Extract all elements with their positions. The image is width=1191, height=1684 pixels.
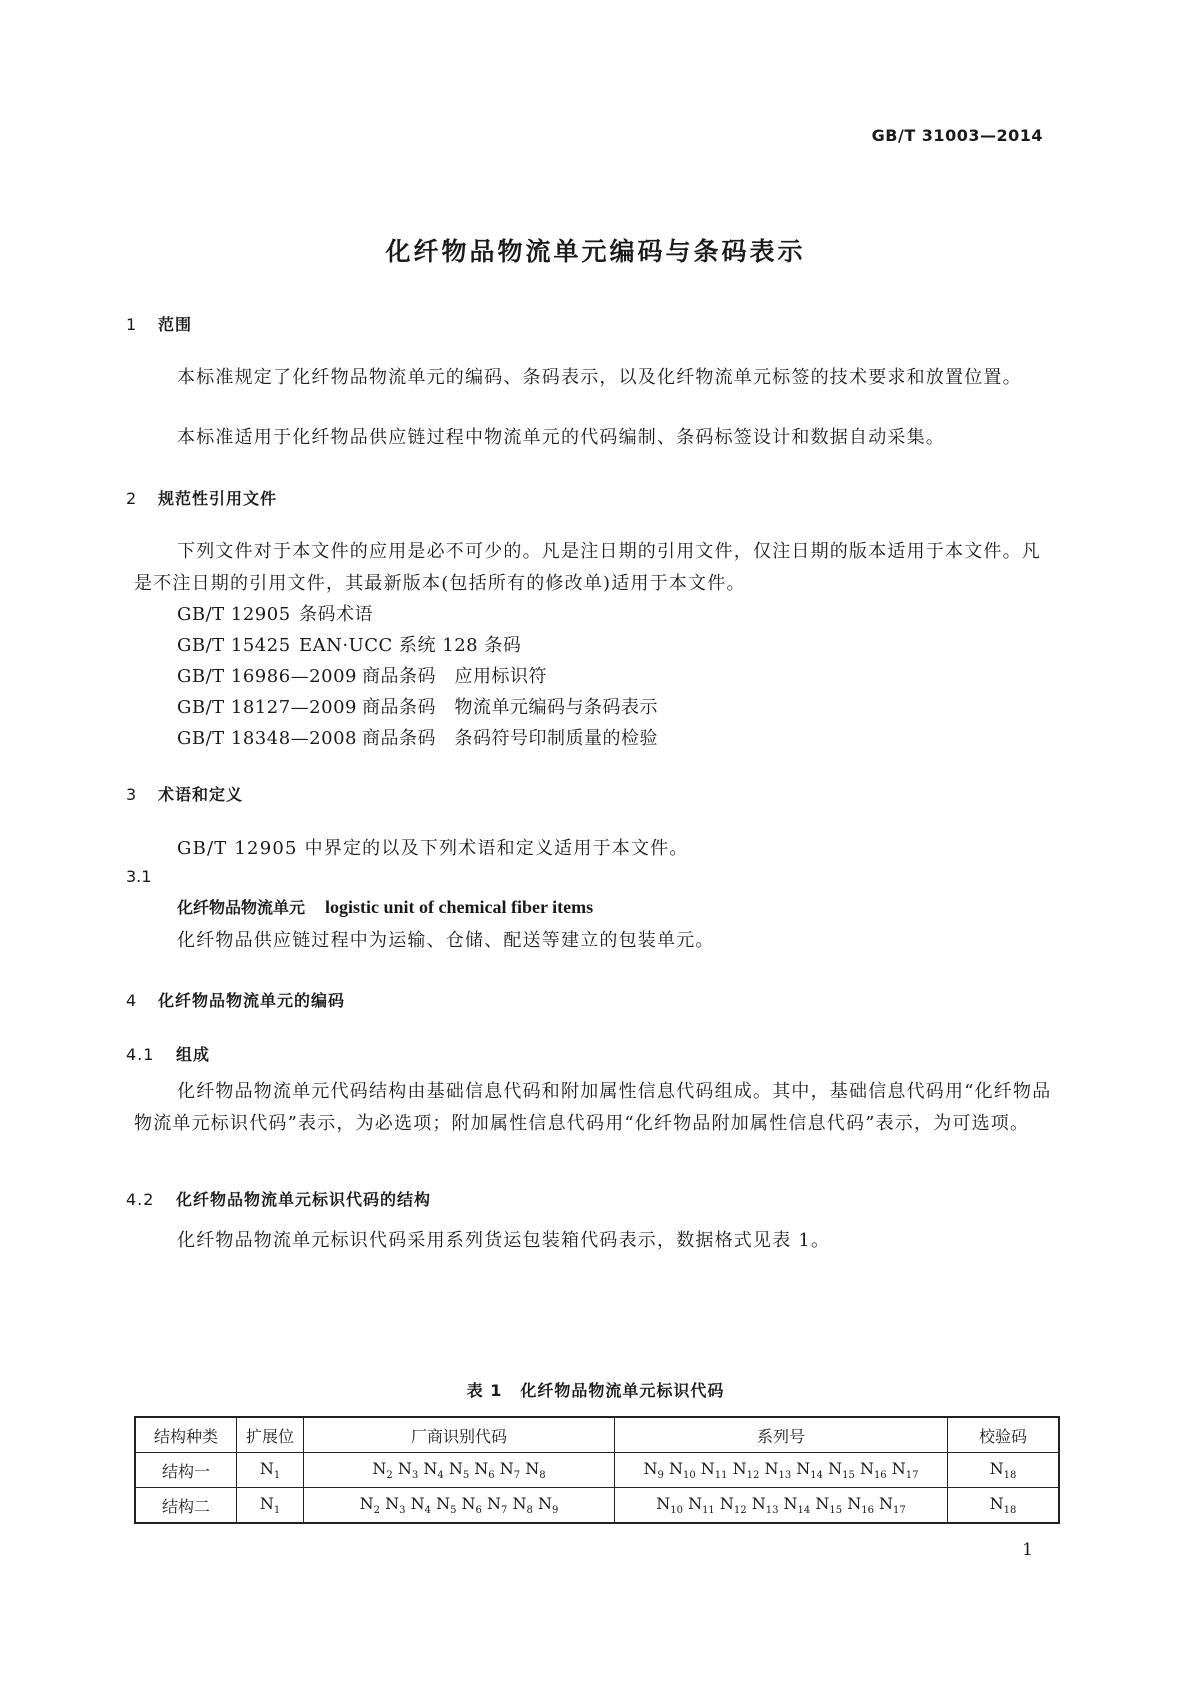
subsection-title: 化纤物品物流单元标识代码的结构: [176, 1190, 432, 1209]
reference-name: 商品条码 条码符号印制质量的检验: [362, 728, 658, 749]
table-cell: $N_2$ $N_3$ $N_4$ $N_5$ $N_6$ $N_7$ $N_8$: [304, 1453, 615, 1488]
section-3-heading: [126, 782, 243, 805]
term-english: logistic unit of chemical fiber items: [325, 897, 594, 917]
reference-item: [177, 724, 658, 750]
section-number: 4: [126, 991, 138, 1010]
section-title: 范围: [158, 315, 193, 334]
section-title: 化纤物品物流单元的编码: [158, 991, 346, 1010]
reference-item: [177, 631, 521, 657]
section-1-paragraph-1: 本标准规定了化纤物品物流单元的编码、条码表示，以及化纤物流单元标签的技术要求和放置位置。: [177, 367, 1022, 388]
table-cell: $N_{18}$: [948, 1453, 1060, 1488]
table-header-cell: 扩展位: [237, 1417, 304, 1453]
table-cell: $N_{10}$ $N_{11}$ $N_{12}$ $N_{13}$ $N_{14}$ $N_{15}$ $N_{16}$ $N_{17}$: [615, 1488, 948, 1524]
table-1: [134, 1416, 1060, 1524]
section-number: 1: [126, 315, 138, 334]
reference-code: GB/T 12905: [177, 604, 291, 625]
section-number: 2: [126, 489, 138, 508]
table-cell: 结构一: [135, 1453, 237, 1488]
table-cell: $N_{18}$: [948, 1488, 1060, 1524]
reference-code: GB/T 15425: [177, 635, 291, 656]
section-2-heading: [126, 486, 277, 509]
subsection-title: 组成: [176, 1045, 211, 1064]
section-title: 规范性引用文件: [158, 489, 278, 508]
section-title: 术语和定义: [158, 785, 244, 804]
table-cell: $N_1$: [237, 1453, 304, 1488]
table-caption: [0, 1378, 1191, 1401]
table-cell: 结构二: [135, 1488, 237, 1524]
table-row: [135, 1453, 1059, 1488]
section-3-paragraph-1: GB/T 12905 中界定的以及下列术语和定义适用于本文件。: [177, 838, 689, 859]
table-cell: $N_9$ $N_{10}$ $N_{11}$ $N_{12}$ $N_{13}$ $N_{14}$ $N_{15}$ $N_{16}$ $N_{17}$: [615, 1453, 948, 1488]
table-cell: $N_2$ $N_3$ $N_4$ $N_5$ $N_6$ $N_7$ $N_8$ $N_9$: [304, 1488, 615, 1524]
subsection-number: 4.1: [126, 1045, 155, 1064]
term-heading: [177, 895, 593, 918]
subsection-4-1-heading: [126, 1042, 210, 1065]
subsection-4-1-paragraph: 化纤物品物流单元代码结构由基础信息代码和附加属性信息代码组成。其中，基础信息代码用“化纤物品物流单元标识代码”表示，为必选项；附加属性信息代码用“化纤物品附加属性信息代码”表示，为可选项。: [134, 1081, 1052, 1134]
table-header-cell: 系列号: [615, 1417, 948, 1453]
table-header-cell: 厂商识别代码: [304, 1417, 615, 1453]
table-row: [135, 1488, 1059, 1524]
table-caption-title: 化纤物品物流单元标识代码: [520, 1381, 725, 1400]
reference-code: GB/T 18127—2009: [177, 697, 357, 718]
reference-name: 商品条码 物流单元编码与条码表示: [362, 697, 658, 718]
standard-number: GB/T 31003—2014: [871, 126, 1043, 145]
table-header-cell: 结构种类: [135, 1417, 237, 1453]
reference-name: 条码术语: [299, 604, 373, 625]
section-2-paragraph-1: 下列文件对于本文件的应用是必不可少的。凡是注日期的引用文件，仅注日期的版本适用于本文件。凡是不注日期的引用文件，其最新版本(包括所有的修改单)适用于本文件。: [134, 541, 1041, 594]
subsection-4-2-heading: [126, 1187, 431, 1210]
reference-item: [177, 600, 373, 626]
table-header-cell: 校验码: [948, 1417, 1060, 1453]
term-number: 3.1: [126, 867, 152, 886]
table-header-row: [135, 1417, 1059, 1453]
reference-name: EAN·UCC 系统 128 条码: [299, 635, 522, 656]
term-definition: 化纤物品供应链过程中为运输、仓储、配送等建立的包装单元。: [177, 930, 715, 951]
reference-code: GB/T 16986—2009: [177, 666, 357, 687]
document-title: 化纤物品物流单元编码与条码表示: [385, 237, 806, 266]
reference-name: 商品条码 应用标识符: [362, 666, 547, 687]
section-1-heading: [126, 312, 192, 335]
subsection-4-2-paragraph: 化纤物品物流单元标识代码采用系列货运包装箱代码表示，数据格式见表 1。: [177, 1230, 831, 1251]
term-chinese: 化纤物品物流单元: [177, 898, 306, 917]
reference-item: [177, 662, 547, 688]
section-1-paragraph-2: 本标准适用于化纤物品供应链过程中物流单元的代码编制、条码标签设计和数据自动采集。: [177, 427, 945, 448]
page-number: 1: [1022, 1540, 1033, 1560]
reference-item: [177, 693, 658, 719]
reference-code: GB/T 18348—2008: [177, 728, 357, 749]
section-number: 3: [126, 785, 138, 804]
subsection-number: 4.2: [126, 1190, 155, 1209]
section-4-heading: [126, 988, 345, 1011]
table-caption-number: 表 1: [466, 1381, 503, 1400]
table-cell: $N_1$: [237, 1488, 304, 1524]
